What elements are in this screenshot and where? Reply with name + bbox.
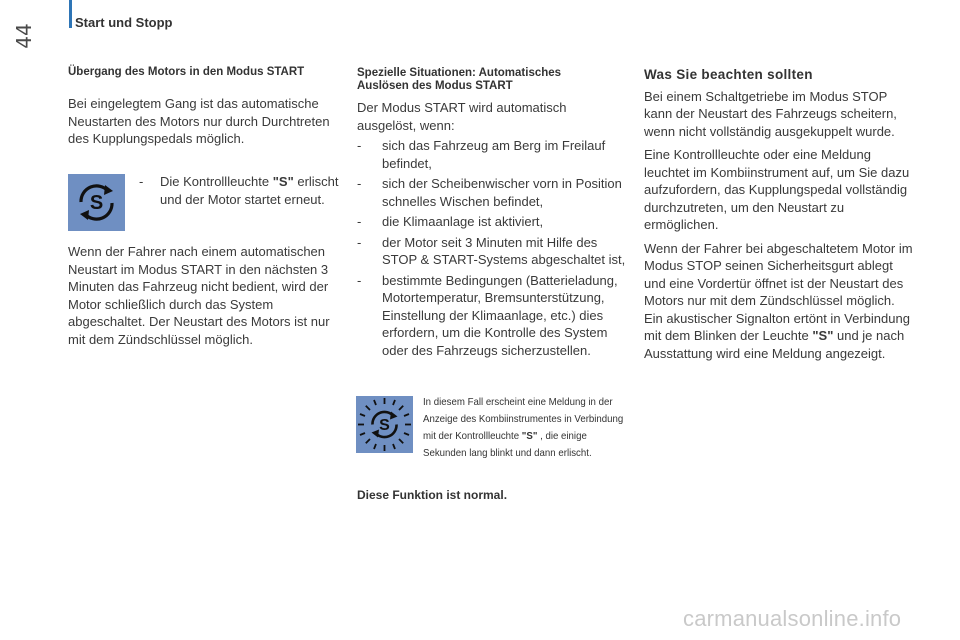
bullet-dash: - <box>139 174 144 189</box>
column-2 <box>357 67 629 359</box>
col2-heading-line1: Spezielle Situationen: Automatisches <box>357 67 562 79</box>
col3-para1: Bei einem Schaltgetriebe im Modus STOP kann der Neustart des Fahrzeugs scheitern, wenn nicht vollständig ausgekuppelt wurde. <box>644 88 897 139</box>
note-text-before: In diesem Fall erscheint eine Meldung in der Anzeige des Kombiinstrumentes in Verbindung mit der Kontrollleuchte <box>423 396 624 442</box>
col2-closing-block <box>357 487 629 505</box>
col1-bullet <box>139 173 344 208</box>
col1-para2: Wenn der Fahrer nach einem automatischen Neustart im Modus START in den nächsten 3 Minuten das Fahrzeug nicht bedient, wird der Motor schließlich durch das System abgeschaltet. Der Neustart des Motors ist nur mit dem Zündschlüssel möglich. <box>68 244 330 347</box>
col2-bullet: - der Motor seit 3 Minuten mit Hilfe des STOP & START-Systems abgeschaltet ist, <box>357 234 626 267</box>
col2-closing: Diese Funktion ist normal. <box>357 488 508 502</box>
header-accent-bar <box>69 0 72 28</box>
col1-heading: Übergang des Motors in den Modus START <box>68 66 305 78</box>
bullet-text-before: Die Kontrollleuchte <box>160 174 273 189</box>
svg-text:S: S <box>89 192 104 214</box>
stop-start-s-flashing-icon <box>356 396 413 453</box>
column-1 <box>68 66 338 148</box>
col1-para1: Bei eingelegtem Gang ist das automatische Neustarten des Motors nur durch Durchtreten des Kupplungspedals möglich. <box>68 96 330 146</box>
stop-start-s-icon <box>68 174 125 231</box>
watermark: carmanualsonline.info <box>683 606 902 631</box>
col1-para2-block <box>68 243 340 348</box>
bullet-text-after: erlischt und der Motor startet erneut. <box>160 174 339 207</box>
column-3 <box>644 66 916 362</box>
col2-note <box>423 394 625 462</box>
col2-bullet: - sich das Fahrzeug am Berg im Freilauf befindet, <box>357 138 606 171</box>
col2-heading-line2: Auslösen des Modus START <box>357 80 513 92</box>
bullet-bold-s: "S" <box>272 174 294 189</box>
page-header: Start und Stopp <box>75 15 173 30</box>
note-bold-s: "S" <box>521 430 538 442</box>
col3-para2: Eine Kontrollleuchte oder eine Meldung leuchtet im Kombiinstrument auf, um Sie dazu aufzufordern, das Kupplungspedal vollständig durchzutreten, um den Neustart zu ermöglichen. <box>644 147 910 232</box>
col3-bold-s: "S" <box>812 328 834 343</box>
col2-bullet: - sich der Scheibenwischer vorn in Position schnelles Wischen befindet, <box>357 176 622 209</box>
col2-bullet: - die Klimaanlage ist aktiviert, <box>357 214 544 229</box>
col3-heading: Was Sie beachten sollten <box>644 67 813 82</box>
page-number: 44 <box>12 23 36 49</box>
col3-para3: Wenn der Fahrer bei abgeschaltetem Motor im Modus STOP seinen Sicherheitsgurt ablegt und eine Vordertür öffnet ist der Neustart des Motors nur mit dem Zündschlüssel möglich. Ein akustischer Signalton ertönt in Verbindung mit dem Blinken der Leuchte "S" und je nach Ausstattung wird eine Meldung angezeigt. <box>644 240 913 361</box>
note-text-after: , die einige Sekunden lang blinkt und dann erlischt. <box>423 430 592 459</box>
svg-text:S: S <box>379 417 390 434</box>
col2-intro: Der Modus START wird automatisch ausgelöst, wenn: <box>357 100 567 133</box>
col2-bullet: - bestimmte Bedingungen (Batterieladung, Motortemperatur, Bremsunterstützung, Einstellung der Klimaanlage, etc.) dies erfordern, um die Kontrolle des System oder des Fahrzeugs sicherzustellen. <box>357 272 618 358</box>
